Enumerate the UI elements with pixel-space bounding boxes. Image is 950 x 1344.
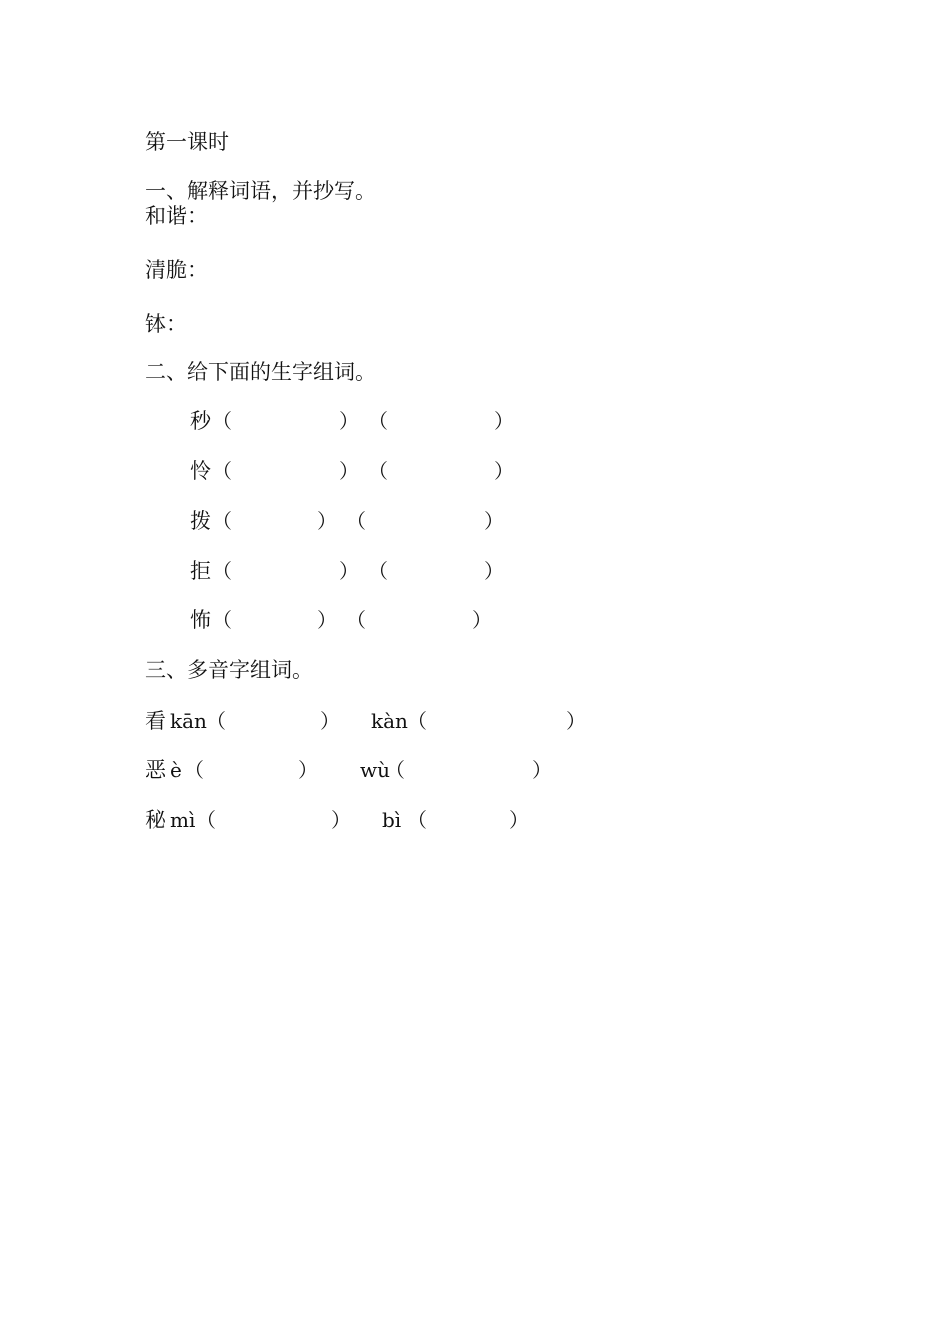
open-paren: （ [346,509,366,533]
char-ju: 拒 [190,559,211,583]
close-paren: ） [339,559,359,583]
section2-heading: 二、给下面的生字组词。 [145,360,376,384]
pinyin-kan4: kàn [371,709,408,733]
open-paren: （ [206,709,226,733]
open-paren: （ [385,758,405,782]
lesson-title: 第一课时 [145,130,229,154]
close-paren: ） [317,608,337,632]
open-paren: （ [212,559,232,583]
open-paren: （ [346,608,366,632]
char-bu: 怖 [190,608,211,632]
pinyin-mi: mì [170,808,196,832]
close-paren: ） [298,758,318,782]
close-paren: ） [317,509,337,533]
open-paren: （ [212,608,232,632]
char-mi: 秘 [145,808,166,832]
pinyin-kan1: kān [170,709,207,733]
open-paren: （ [196,808,216,832]
open-paren: （ [368,459,388,483]
close-paren: ） [494,409,514,433]
char-kan: 看 [145,709,166,733]
term-bo: 钵： [145,312,187,336]
char-e: 恶 [145,758,166,782]
open-paren: （ [212,409,232,433]
open-paren: （ [368,409,388,433]
close-paren: ） [472,608,492,632]
close-paren: ） [331,808,351,832]
close-paren: ） [494,459,514,483]
open-paren: （ [212,459,232,483]
open-paren: （ [368,559,388,583]
close-paren: ） [320,709,340,733]
section1-heading: 一、解释词语，并抄写。 [145,179,376,203]
open-paren: （ [407,709,427,733]
term-hexie: 和谐： [145,204,208,228]
term-qingcui: 清脆： [145,258,208,282]
pinyin-e: è [170,758,182,782]
close-paren: ） [509,808,529,832]
close-paren: ） [566,709,586,733]
close-paren: ） [339,459,359,483]
pinyin-wu: wù [360,758,390,782]
pinyin-bi: bì [382,808,402,832]
char-lian: 怜 [190,459,211,483]
close-paren: ） [484,509,504,533]
char-bo: 拨 [190,509,211,533]
close-paren: ） [532,758,552,782]
section3-heading: 三、多音字组词。 [145,658,313,682]
char-miao: 秒 [190,409,211,433]
open-paren: （ [212,509,232,533]
close-paren: ） [339,409,359,433]
close-paren: ） [484,559,504,583]
open-paren: （ [407,808,427,832]
open-paren: （ [184,758,204,782]
